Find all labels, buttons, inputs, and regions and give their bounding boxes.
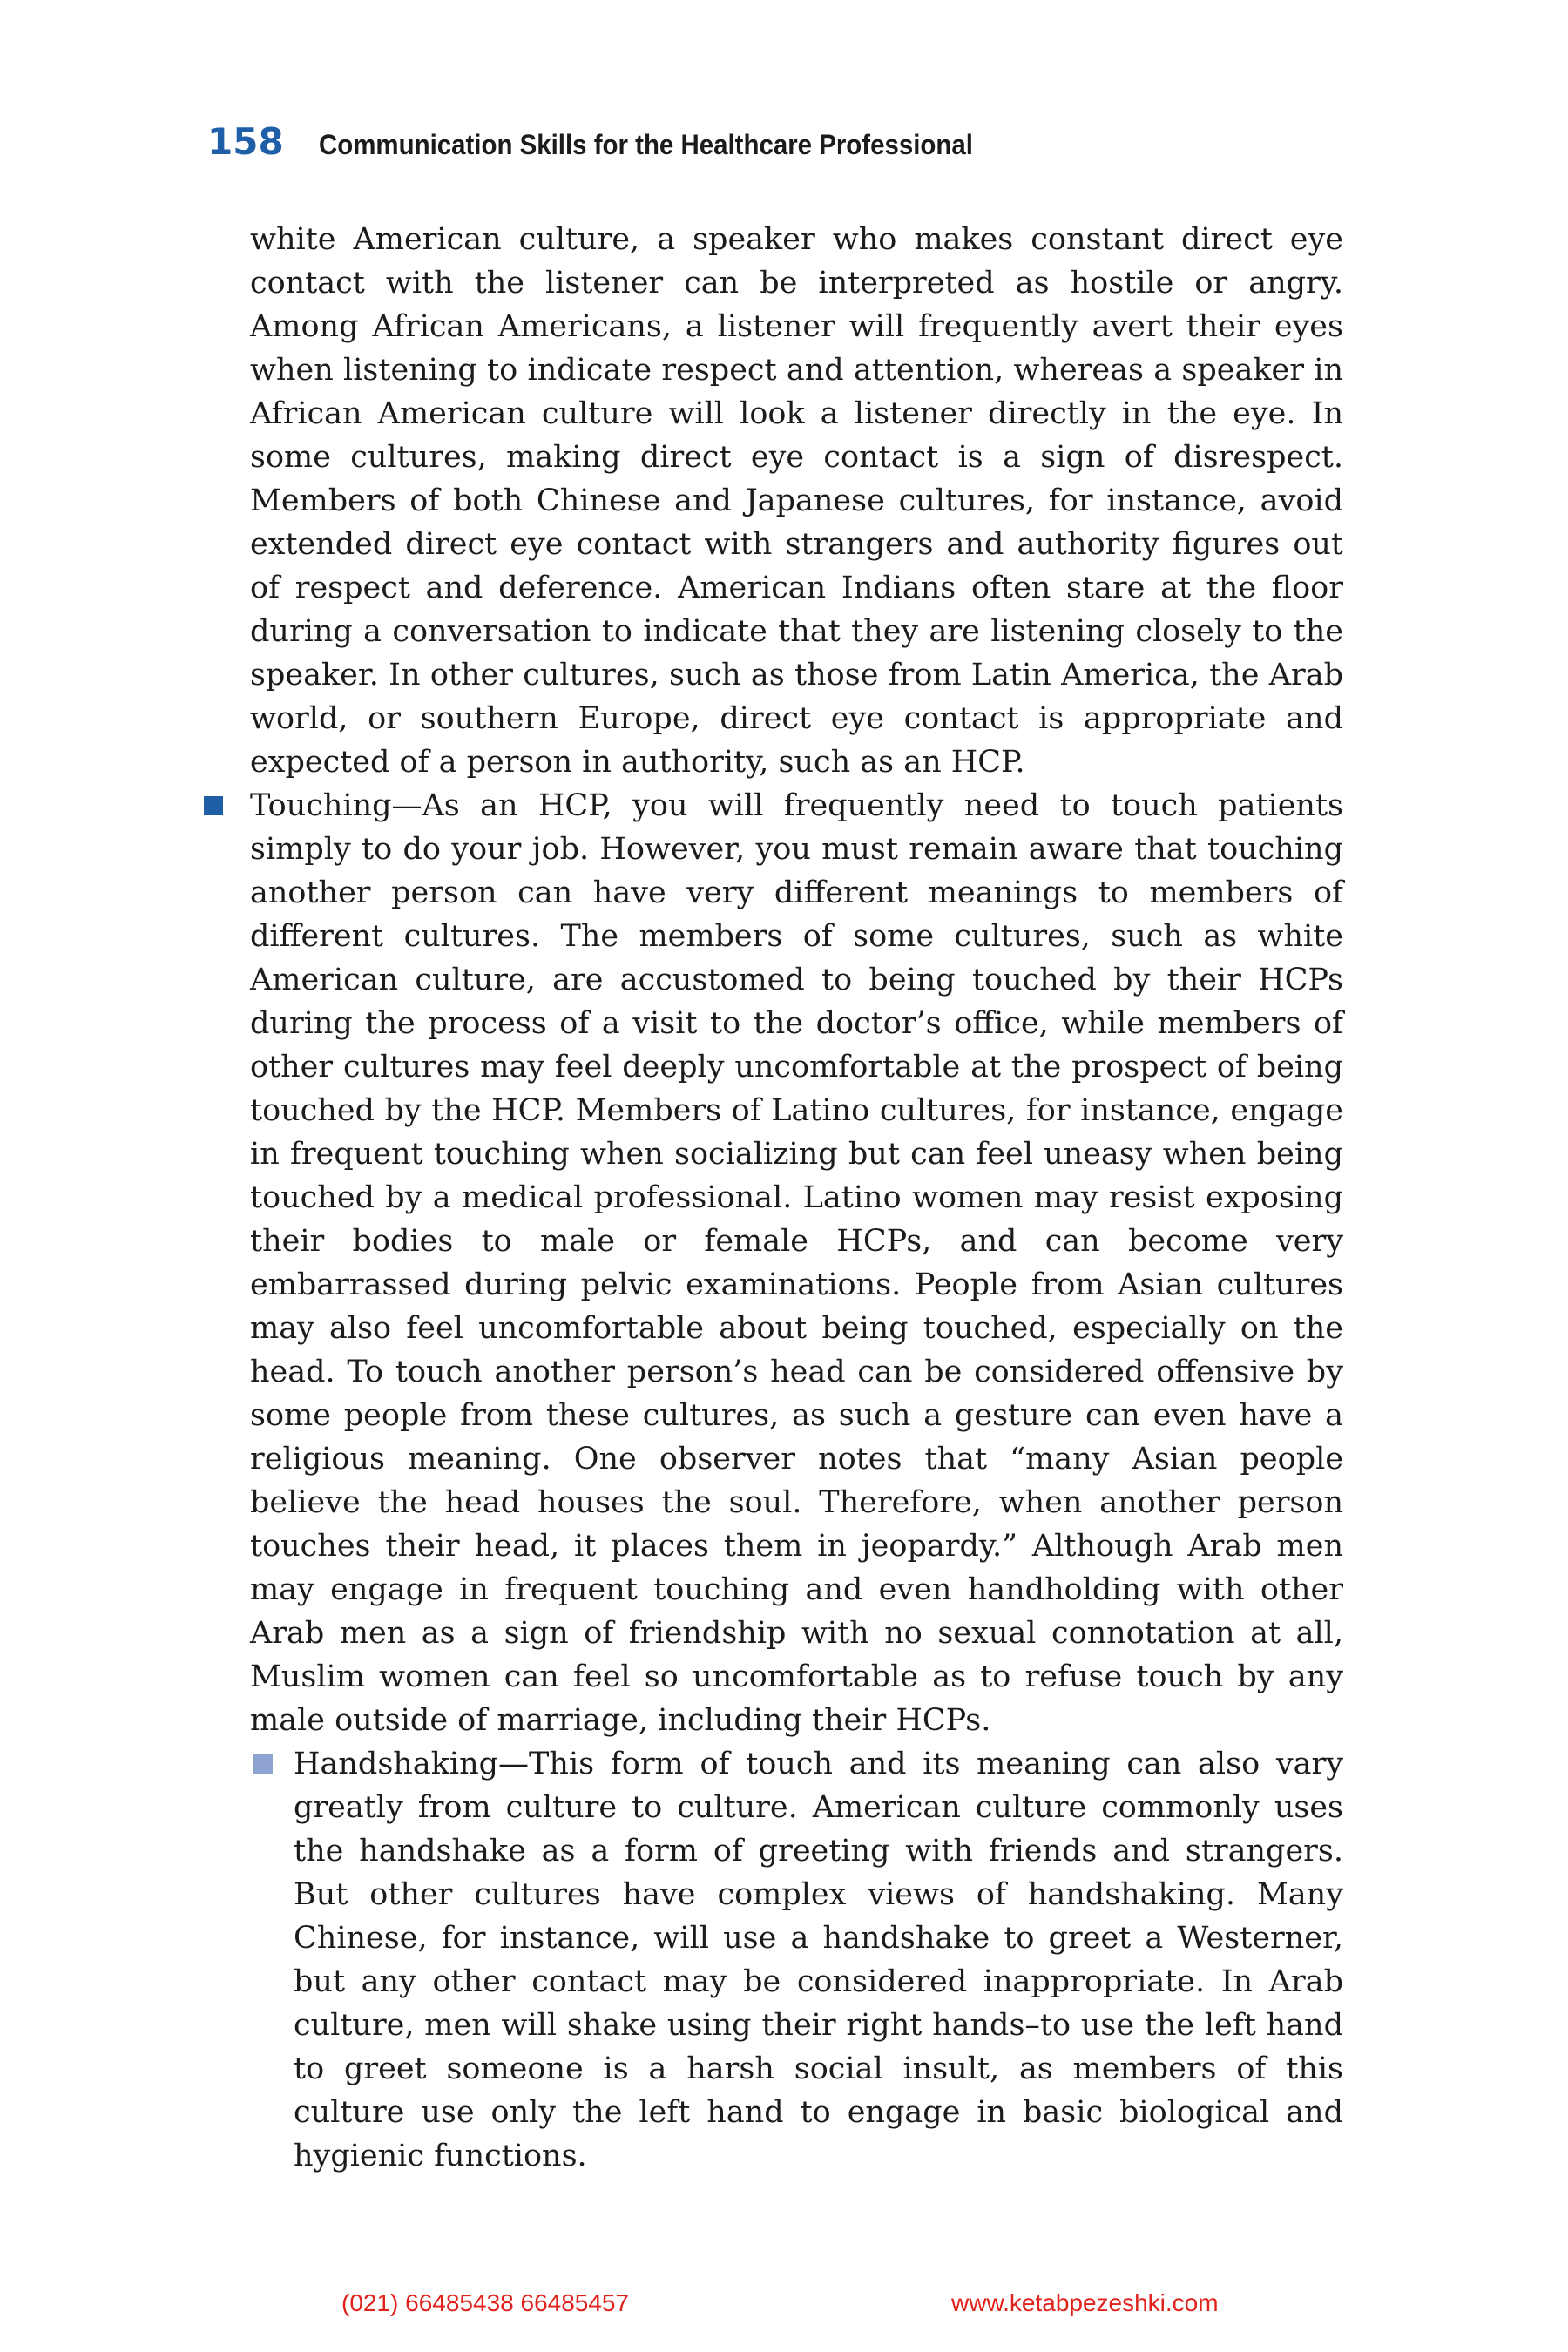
square-subbullet-icon bbox=[253, 1754, 273, 1774]
footer-phone: (021) 66485438 66485457 bbox=[341, 2289, 630, 2316]
square-bullet-icon bbox=[204, 796, 223, 815]
bullet-item-touching bbox=[250, 784, 1343, 1742]
page-number: 158 bbox=[207, 120, 284, 163]
bullet-text-touching: Touching—As an HCP, you will frequently need to touch patients simply to do your job. However, you must remain aware that touching another person can have very different meanings to members of different cultures. The members of some cultures, such as white American culture, are accustomed to being touched by their HCPs during the process of a visit to the doctor’s office, while members of other cultures may feel deeply uncomfortable at the prospect of being touched by the HCP. Members of Latino cultures, for instance, engage in frequent touching when socializing but can feel uneasy when being touched by a medical professional. Latino women may resist exposing their bodies to male or female HCPs, and can become very embarrassed during pelvic examinations. People from Asian cultures may also feel uncomfortable about being touched, especially on the head. To touch another person’s head can be considered offensive by some people from these cultures, as such a gesture can even have a religious meaning. One observer notes that “many Asian people believe the head houses the soul. Therefore, when another person touches their head, it places them in jeopardy.” Although Arab men may engage in frequent touching and even handholding with other Arab men as a sign of friendship with no sexual connotation at all, Muslim women can feel so uncomfortable as to refuse touch by any male outside of marriage, including their HCPs. bbox=[250, 788, 1343, 1738]
continued-paragraph: white American culture, a speaker who makes constant direct eye contact with the listener can be interpreted as hostile or angry. Among African Americans, a listener will frequently avert their eyes when listening to indicate respect and attention, whereas a speaker in African American culture will look a listener directly in the eye. In some cultures, making direct eye contact is a sign of disrespect. Members of both Chinese and Japanese cultures, for instance, avoid extended direct eye contact with strangers and authority figures out of respect and deference. American Indians often stare at the floor during a conversation to indicate that they are listening closely to the speaker. In other cultures, such as those from Latin America, the Arab world, or southern Europe, direct eye contact is appropriate and expected of a person in authority, such as an HCP. bbox=[250, 222, 1343, 780]
bullet-text-handshaking: Handshaking—This form of touch and its meaning can also vary greatly from culture to culture. American culture commonly uses the handshake as a form of greeting with friends and strangers. But other cultures have complex views of handshaking. Many Chinese, for instance, will use a handshake to greet a Westerner, but any other contact may be considered inappropriate. In Arab culture, men will shake using their right hands–to use the left hand to greet someone is a harsh social insult, as members of this culture use only the left hand to engage in basic biological and hygienic functions. bbox=[294, 1747, 1343, 2173]
body-text bbox=[250, 218, 1343, 2178]
running-head: Communication Skills for the Healthcare Professional bbox=[318, 129, 973, 160]
bullet-item-handshaking bbox=[294, 1742, 1343, 2178]
footer-website-link[interactable]: www.ketabpezeshki.com bbox=[951, 2289, 1219, 2316]
page-header bbox=[207, 120, 1030, 172]
